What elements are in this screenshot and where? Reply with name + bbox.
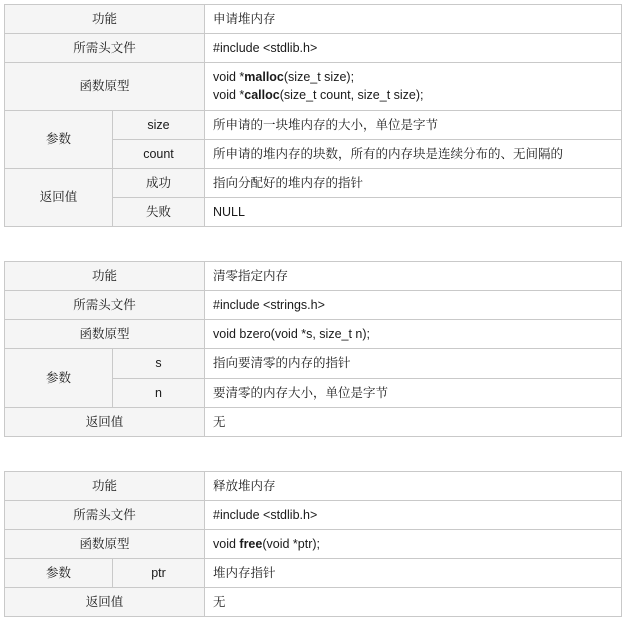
param-name-size: size xyxy=(113,110,205,139)
row-label-prototype: 函数原型 xyxy=(5,63,205,110)
param-desc-size: 所申请的一块堆内存的大小，单位是字节 xyxy=(205,110,622,139)
row-value-header-file: #include <stdlib.h> xyxy=(205,34,622,63)
table-row xyxy=(5,500,622,529)
param-desc-n: 要清零的内存大小，单位是字节 xyxy=(205,378,622,407)
table-row xyxy=(5,471,622,500)
param-name-count: count xyxy=(113,139,205,168)
prototype-pre: void * xyxy=(213,70,245,85)
row-label-return: 返回值 xyxy=(5,168,113,226)
prototype-function-name: calloc xyxy=(244,88,280,103)
param-desc-ptr: 堆内存指针 xyxy=(205,559,622,588)
prototype-line-malloc xyxy=(213,68,613,86)
prototype-post: (void *ptr); xyxy=(262,537,320,551)
param-desc-count: 所申请的堆内存的块数，所有的内存块是连续分布的、无间隔的 xyxy=(205,139,622,168)
prototype-post: (size_t count, size_t size); xyxy=(279,88,424,103)
row-value-function: 申请堆内存 xyxy=(205,5,622,34)
table-row xyxy=(5,262,622,291)
row-label-prototype: 函数原型 xyxy=(5,320,205,349)
row-value-prototype xyxy=(205,63,622,110)
row-label-prototype: 函数原型 xyxy=(5,530,205,559)
prototype-post: (size_t size); xyxy=(283,70,355,85)
row-label-header-file: 所需头文件 xyxy=(5,500,205,529)
row-label-function: 功能 xyxy=(5,471,205,500)
param-name-ptr: ptr xyxy=(113,559,205,588)
param-desc-s: 指向要清零的内存的指针 xyxy=(205,349,622,378)
prototype-pre: void xyxy=(213,537,240,551)
row-label-return: 返回值 xyxy=(5,588,205,617)
row-value-return: 无 xyxy=(205,588,622,617)
row-value-header-file: #include <stdlib.h> xyxy=(205,500,622,529)
row-label-function: 功能 xyxy=(5,262,205,291)
row-label-params: 参数 xyxy=(5,559,113,588)
table-row xyxy=(5,110,622,139)
function-table-free xyxy=(4,471,622,617)
row-value-prototype xyxy=(205,530,622,559)
row-label-return: 返回值 xyxy=(5,407,205,436)
row-value-return: 无 xyxy=(205,407,622,436)
row-label-params: 参数 xyxy=(5,110,113,168)
row-value-function: 清零指定内存 xyxy=(205,262,622,291)
row-label-function: 功能 xyxy=(5,5,205,34)
table-gap xyxy=(0,437,626,467)
table-row xyxy=(5,168,622,197)
function-table-bzero xyxy=(4,261,622,437)
table-gap xyxy=(0,227,626,257)
table-row xyxy=(5,63,622,110)
row-label-header-file: 所需头文件 xyxy=(5,34,205,63)
return-name-success: 成功 xyxy=(113,168,205,197)
return-desc-success: 指向分配好的堆内存的指针 xyxy=(205,168,622,197)
row-label-params: 参数 xyxy=(5,349,113,407)
param-name-s: s xyxy=(113,349,205,378)
table-row xyxy=(5,5,622,34)
row-value-prototype: void bzero(void *s, size_t n); xyxy=(205,320,622,349)
table-row xyxy=(5,588,622,617)
row-value-function: 释放堆内存 xyxy=(205,471,622,500)
table-row xyxy=(5,530,622,559)
row-value-header-file: #include <strings.h> xyxy=(205,291,622,320)
table-row xyxy=(5,559,622,588)
table-row xyxy=(5,291,622,320)
document-page xyxy=(0,4,626,617)
param-name-n: n xyxy=(113,378,205,407)
return-name-failure: 失败 xyxy=(113,197,205,226)
row-label-header-file: 所需头文件 xyxy=(5,291,205,320)
table-row xyxy=(5,320,622,349)
prototype-function-name: malloc xyxy=(244,70,284,85)
return-desc-failure: NULL xyxy=(205,197,622,226)
prototype-pre: void * xyxy=(213,88,245,103)
table-row xyxy=(5,349,622,378)
prototype-function-name: free xyxy=(239,537,263,551)
function-table-malloc-calloc xyxy=(4,4,622,227)
prototype-line-calloc xyxy=(213,86,613,104)
table-row xyxy=(5,407,622,436)
table-row xyxy=(5,34,622,63)
